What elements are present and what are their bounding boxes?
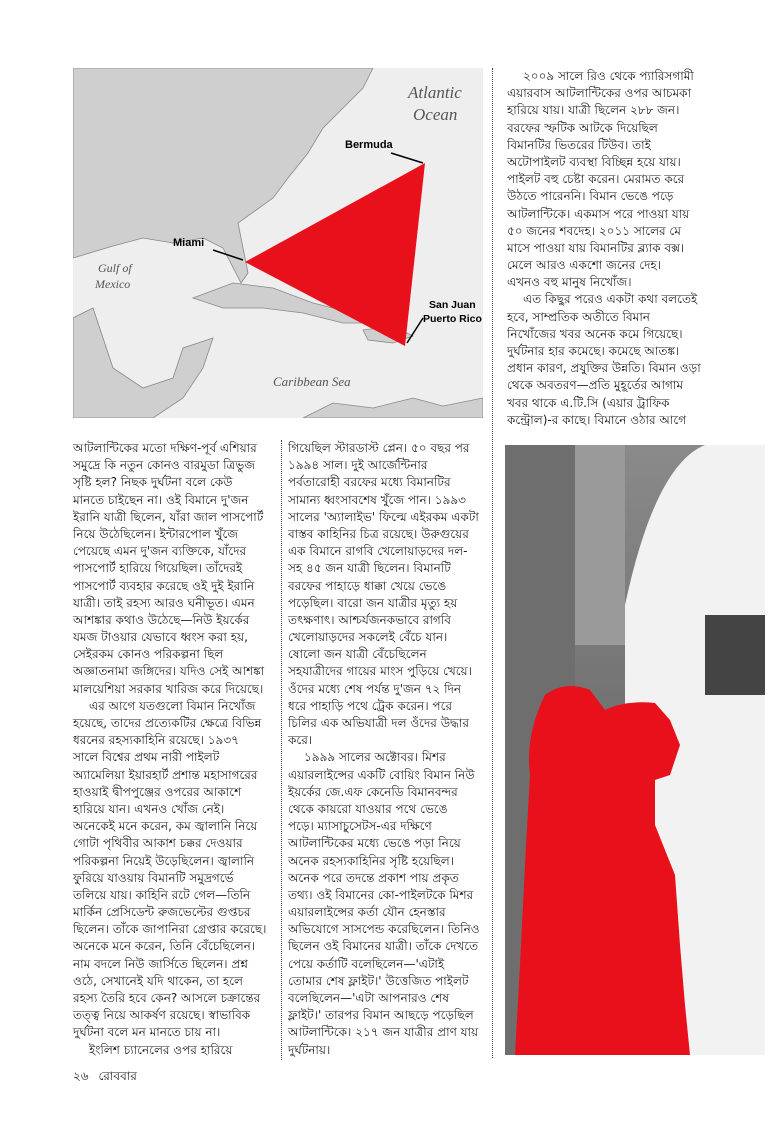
text-line: ইংলিশ চ্যানেলের ওপর হারিয়ে [89, 1042, 233, 1057]
text-line: এখনও বহু মানুষ নিখোঁজ। [507, 275, 632, 290]
text-line: বলেছিলেন—'এটা আপনারও শেষ [288, 991, 449, 1005]
text-line: সালের 'অ্যালাইভ' ফিল্মে এইরকম একটা [288, 509, 479, 524]
text-line: পেয়ে কর্তাটি বলেছিলেন—'এটাই [288, 956, 445, 971]
text-line: থেকে অবতরণ—প্রতি মুহূর্তের আগাম [507, 378, 684, 393]
text-line: খেলোয়াড়দের সকলেই বেঁচে যান। [288, 630, 448, 645]
text-line: নাম বদলে নিউ জার্সিতে ছিলেন। প্রশ্ন [73, 956, 248, 971]
text-line: হারিয়ে যান। এখনও খোঁজ নেই। [73, 801, 225, 816]
page-footer [73, 1068, 137, 1088]
text-line: রহস্য তৈরি হবে কেন? আসলে চক্রান্তের [73, 991, 261, 1005]
text-line: সেইরকম কোনও পরিকল্পনা ছিল [73, 647, 224, 662]
person-silhouette [515, 686, 690, 1055]
text-line: সমুদ্রে কি নতুন কোনও বারমুডা ত্রিভুজ [73, 458, 256, 473]
text-line: ফুরিয়ে যাওয়ায় বিমানটি সমুদ্রগর্ভে [73, 870, 234, 885]
text-line: অটোপাইলট ব্যবস্থা বিচ্ছিন্ন হয়ে যায়। [507, 154, 681, 169]
lift-platform [705, 615, 765, 695]
article-column-middle [288, 440, 486, 1059]
text-line: ষোলো জন যাত্রী বেঁচেছিলেন [288, 647, 427, 662]
text-line: এক বিমানে রাগবি খেলোয়াড়দের দল- [288, 544, 468, 559]
text-line: পাসপোর্ট হারিয়ে গিয়েছিল। তাঁদেরই [73, 561, 243, 576]
text-line: তৎক্ষণাৎ। আশ্চর্যজনকভাবে রাগবি [288, 612, 451, 627]
text-line: পড়ে। ম্যাসাচুসেটস-এর দক্ষিণে [288, 819, 432, 834]
text-line: তথ্য। ওই বিমানের কো-পাইলটকে মিশর [288, 887, 474, 902]
text-line: তলিয়ে যায়। কাহিনি রটে গেল—তিনি [73, 887, 251, 902]
text-line: পরিকল্পনা নিয়েই উড়েছিলেন। জ্বালানি [73, 853, 255, 868]
text-line: সৃষ্টি হল? নিছক দুর্ঘটনা বলে কেউ [73, 475, 233, 490]
text-line: তত্ত্ব নিয়ে আকর্ষণ রয়েছে। স্বাভাবিক [73, 1008, 251, 1023]
map-label-atlantic: Atlantic [408, 83, 462, 102]
text-line: অনেকে মনে করেন, তিনি বেঁচেছিলেন। [73, 939, 256, 954]
text-line: এর আগে যতগুলো বিমান নিখোঁজ [89, 698, 256, 713]
map-label-bermuda: Bermuda [345, 139, 393, 151]
text-line: সালে বিশ্বের প্রথম নারী পাইলট [73, 750, 220, 765]
text-line: ওঁদের মধ্যে শেষ পর্যন্ত দু'জন ৭২ দিন [288, 681, 462, 696]
page-number: ২৬ [73, 1069, 89, 1083]
text-line: সামান্য ধ্বংসাবশেষ খুঁজে পান। ১৯৯৩ [288, 492, 466, 507]
photo-airport-crew [505, 445, 765, 1055]
text-line: দুর্ঘটনা বলে মন মানতে চায় না। [73, 1025, 221, 1040]
text-line: আটলান্টিকে। ২১৭ জন যাত্রীর প্রাণ যায় [288, 1025, 479, 1040]
map-label-san-juan: San Juan [429, 299, 476, 311]
text-line: কন্ট্রোল)-র কাছে। বিমানে ওঠার আগে [507, 412, 687, 427]
text-line: বরফের পাহাড়ে ধাক্কা খেয়ে ভেঙে [288, 578, 447, 593]
text-line: এয়ারবাস আটলান্টিকের ওপর আচমকা [507, 86, 692, 101]
column-divider [492, 68, 493, 1058]
map-label-mexico: Mexico [95, 277, 131, 291]
text-line: সহ ৪৫ জন যাত্রী ছিলেন। বিমানটি [288, 561, 451, 576]
magazine-name: রোববার [98, 1069, 137, 1083]
text-line: অনেক রহস্যকাহিনির সৃষ্টি হয়েছিল। [288, 853, 455, 868]
text-line: খবর থাকে এ.টি.সি (এয়ার ট্রাফিক [507, 395, 670, 410]
text-line: মালয়েশিয়া সরকার খারিজ করে দিয়েছে। [73, 681, 264, 696]
text-line: ১৯৯৪ সাল। দুই আর্জেন্টিনার [288, 458, 428, 473]
text-line: ১৯৯৯ সালের অক্টোবর। মিশর [304, 750, 446, 765]
text-line: বিমানটির ভিতরের টিউব। তাই [507, 137, 651, 152]
text-line: সহযাত্রীদের গায়ের মাংস পুড়িয়ে খেয়ে। [288, 664, 472, 679]
text-line: অ্যামেলিয়া ইয়ারহার্ট প্রশান্ত মহাসাগরের [73, 767, 258, 782]
text-line: গোটা পৃথিবীর আকাশ চক্কর দেওয়ার [73, 836, 243, 851]
text-line: উঠতে পারেননি। বিমান ভেঙে পড়ে [507, 189, 674, 204]
article-column-right [507, 68, 765, 429]
text-line: ছিলেন ওই বিমানের যাত্রী। তাঁকে দেখতে [288, 939, 479, 954]
text-line: বাস্তব কাহিনির চিত্র রয়েছে। উরুগুয়ের [288, 526, 469, 541]
text-line: ধরে পাহাড়ি পথে ট্রেক করেন। পরে [288, 698, 452, 713]
text-line: পাইলট বহু চেষ্টা করেন। মেরামত করে [507, 172, 685, 187]
map-label-puerto-rico: Puerto Rico [423, 313, 482, 325]
text-line: অভিযোগে সাসপেন্ড করেছিলেন। তিনিও [288, 922, 480, 937]
text-line: ধরনের রহস্যকাহিনি রয়েছে। ১৯৩৭ [73, 733, 239, 748]
text-line: প্রধান কারণ, প্রযুক্তির উন্নতি। বিমান ওড়া [507, 361, 701, 376]
text-line: ওঠে, সেখানেই যদি থাকেন, তা হলে [73, 973, 243, 988]
text-line: তোমার শেষ ফ্লাইট।' উত্তেজিত পাইলট [288, 973, 469, 988]
bermuda-triangle-map [73, 68, 483, 418]
text-line: নিখোঁজের খবর অনেক কমে গিয়েছে। [507, 326, 683, 341]
text-line: নিয়ে উঠেছিলেন। ইন্টারপোল খুঁজে [73, 526, 239, 541]
text-line: হয়েছে, তাদের প্রত্যেকটির ক্ষেত্রে বিভিন্ন [73, 716, 262, 730]
text-line: মাসে পাওয়া যায় বিমানটির ব্ল্যাক বক্স। [507, 240, 685, 255]
map-label-ocean: Ocean [413, 105, 458, 124]
text-line: মানতে চাইছেন না। ওই বিমানে দু'জন [73, 492, 249, 507]
map-label-caribbean: Caribbean Sea [273, 374, 351, 389]
text-line: থেকে কায়রো যাওয়ার পথে ভেঙে [288, 801, 448, 816]
text-line: হারিয়ে যায়। যাত্রী ছিলেন ২৮৮ জন। [507, 103, 680, 118]
text-line: চিলির এক অভিযাত্রী দল ওঁদের উদ্ধার [288, 716, 469, 730]
text-line: পড়েছিল। বারো জন যাত্রীর মৃত্যু হয় [288, 595, 458, 610]
text-line: গিয়েছিল স্টারডাস্ট প্লেন। ৫০ বছর পর [288, 441, 470, 455]
text-line: হাওয়াই দ্বীপপুঞ্জের ওপরের আকাশে [73, 784, 242, 799]
text-line: হবে, সাম্প্রতিক অতীতে বিমান [507, 309, 650, 324]
text-line: আটলান্টিকে। একমাস পরে পাওয়া যায় [507, 206, 690, 221]
text-line: ছিলেন। তাঁকে জাপানিরা গ্রেপ্তার করেছে। [73, 922, 267, 937]
text-line: মেলে আরও একশো জনের দেহ। [507, 258, 661, 273]
text-line: এয়ারলাইন্সের কর্তা যৌন হেনস্তার [288, 905, 446, 920]
text-line: পাসপোর্ট ব্যবহার করেছে ওই দুই ইরানি [73, 578, 255, 593]
text-line: দুর্ঘটনার হার কমেছে। কমেছে আতঙ্ক। [507, 344, 680, 358]
column-divider [281, 440, 282, 1060]
text-line: আটলান্টিকের মতো দক্ষিণ-পূর্ব এশিয়ার [73, 441, 257, 455]
article-column-left [73, 440, 275, 1059]
text-line: ৫০ জনের শবদেহ। ২০১১ সালের মে [507, 223, 681, 238]
map-label-gulf: Gulf of [98, 261, 132, 275]
text-line: করে। [288, 733, 313, 748]
text-line: যাত্রী। তাই রহস্য আরও ঘনীভূত। এমন [73, 595, 255, 610]
text-line: আশঙ্কার কথাও উঠেছে—নিউ ইয়র্কের [73, 612, 250, 627]
text-line: বরফের স্ফটিক আটকে দিয়েছিল [507, 120, 658, 135]
text-line: দুর্ঘটনায়। [288, 1042, 331, 1057]
text-line: অজ্ঞাতনামা জঙ্গিদের। যদিও সেই আশঙ্কা [73, 664, 265, 679]
text-line: অনেক পরে তদন্তে প্রকাশ পায় প্রকৃত [288, 870, 459, 885]
text-line: পর্বতারোহী বরফের মধ্যে বিমানটির [288, 475, 451, 490]
text-line: ২০০৯ সালে রিও থেকে প্যারিসগামী [523, 69, 694, 83]
text-line: ইয়র্কের জে.এফ কেনেডি বিমানবন্দর [288, 784, 458, 799]
text-line: ইরানি যাত্রী ছিলেন, যাঁরা জাল পাসপোর্ট [73, 509, 264, 524]
text-line: অনেকেই মনে করেন, কম জ্বালানি নিয়ে [73, 819, 258, 834]
text-line: পেয়েছে এমন দু'জন ব্যক্তিকে, যাঁদের [73, 544, 247, 559]
text-line: যমজ টাওয়ার যেভাবে ধ্বংস করা হয়, [73, 630, 248, 645]
map-label-miami: Miami [173, 237, 205, 249]
text-line: আটলান্টিকের মধ্যে ভেঙে পড়া নিয়ে [288, 836, 461, 851]
text-line: ফ্লাইট।' তারপর বিমান আছড়ে পড়েছিল [288, 1008, 474, 1023]
text-line: এয়ারলাইন্সের একটি বোয়িং বিমান নিউ [288, 767, 475, 782]
text-line: এত কিছুর পরেও একটা কথা বলতেই [523, 292, 698, 307]
text-line: মার্কিন প্রেসিডেন্ট রুজভেল্টের গুপ্তচর [73, 905, 251, 920]
